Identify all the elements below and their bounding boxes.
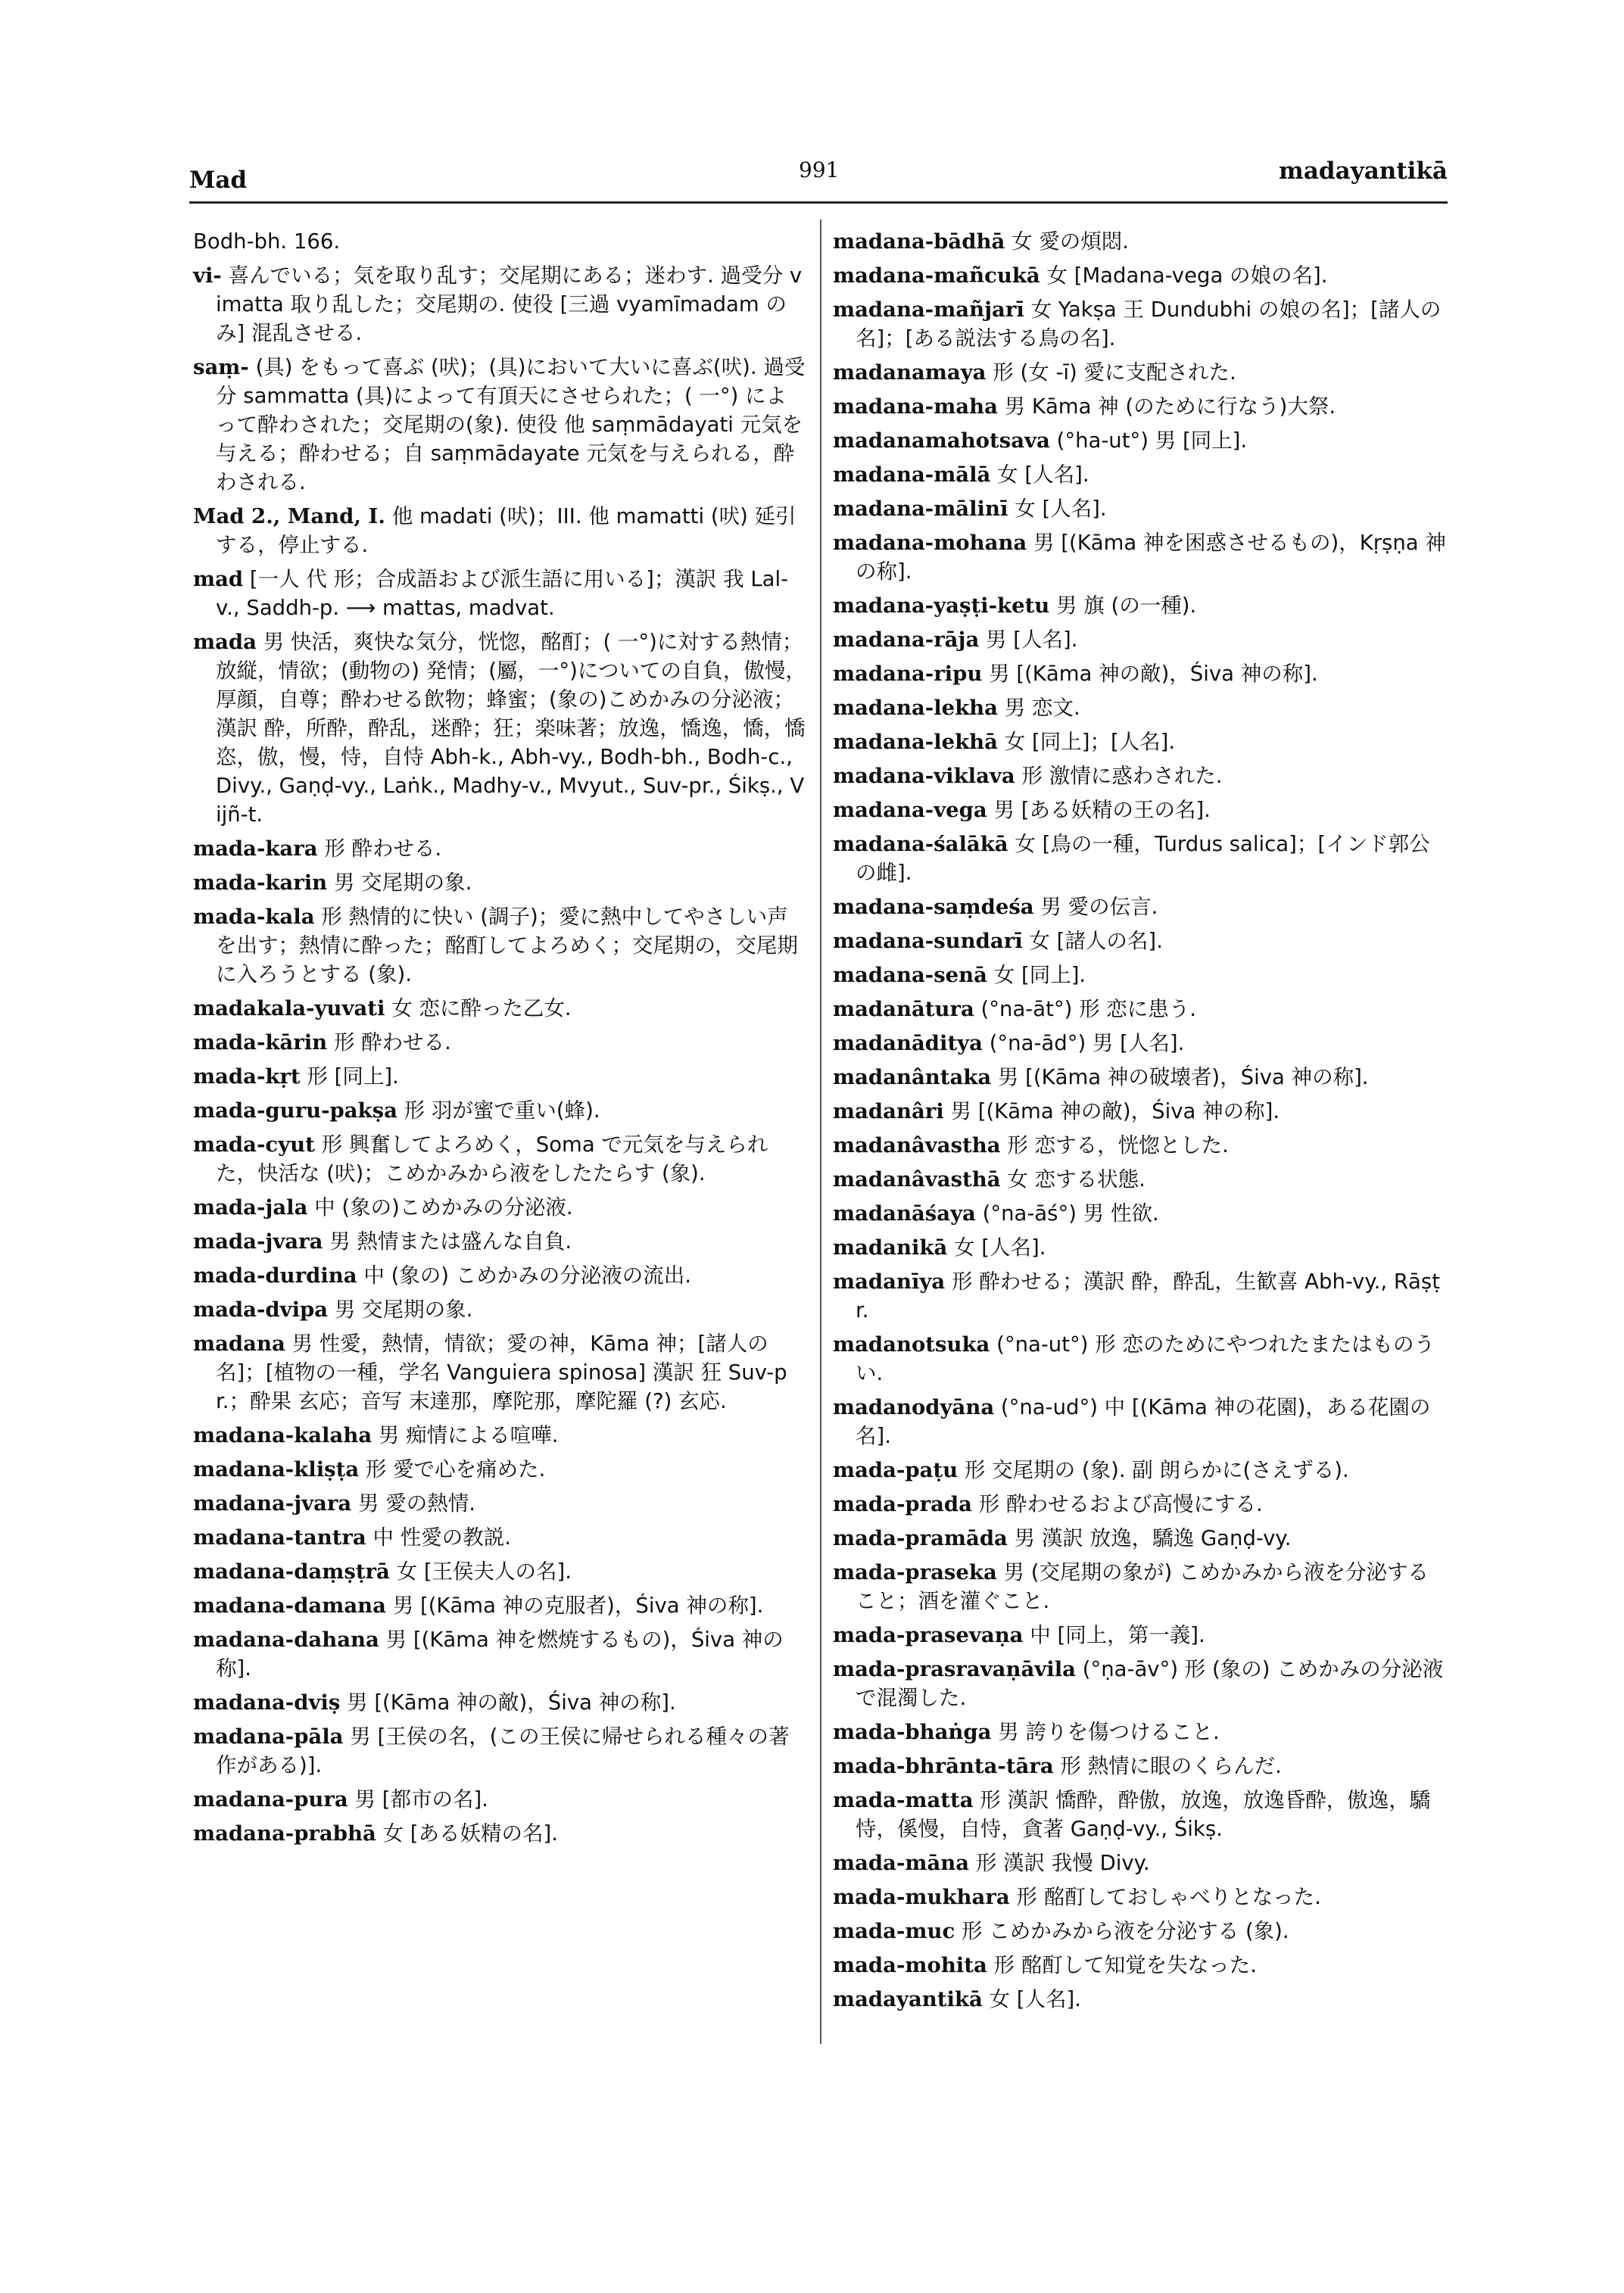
entry-definition: 女 [人名]. <box>954 1235 1046 1260</box>
dictionary-entry <box>833 1131 1446 1160</box>
dictionary-entry <box>833 961 1446 989</box>
dictionary-entry <box>833 426 1446 455</box>
entry-definition: 女 [同上]；[人名]. <box>1004 730 1176 754</box>
entry-definition: (°na-āt°) 形 恋に患う. <box>980 997 1197 1021</box>
entry-definition: 形 交尾期の (象). 副 朗らかに(さえずる). <box>964 1458 1349 1482</box>
entry-definition: (°na-ād°) 男 [人名]. <box>989 1031 1185 1055</box>
entry-definition: 女 Yakṣa 王 Dundubhi の娘の名]；[諸人の名]；[ある説法する鳥の名]. <box>856 298 1442 350</box>
dictionary-entry <box>833 1330 1446 1388</box>
entry-headword: madanodyāna <box>833 1395 995 1419</box>
entry-definition: 形 こめかみから液を分泌する (象). <box>961 1919 1289 1943</box>
dictionary-entry <box>833 528 1446 586</box>
entry-definition: 男 [(Kāma 神を困惑させるもの)，Kṛṣṇa 神の称]. <box>856 531 1446 584</box>
entry-headword: madana-dahana <box>193 1628 379 1652</box>
entry-headword: madana-maha <box>833 394 998 419</box>
entry-headword: madana-pura <box>193 1787 348 1812</box>
entry-definition: 形 (女 -ī) 愛に支配された. <box>993 360 1236 385</box>
entry-definition: 形 羽が蜜で重い(蜂). <box>404 1098 600 1123</box>
dictionary-entry <box>193 1329 806 1416</box>
dictionary-entry <box>193 1591 806 1620</box>
dictionary-entry <box>193 261 806 347</box>
entry-headword: madanikā <box>833 1235 948 1260</box>
dictionary-entry <box>193 834 806 863</box>
entry-definition: 男 [(Kāma 神を燃焼するもの)，Śiva 神の称]. <box>216 1628 784 1681</box>
entry-definition: (°na-ud°) 中 [(Kāma 神の花園)，ある花園の名]. <box>856 1395 1431 1448</box>
entry-headword: mada-pramāda <box>833 1526 1008 1550</box>
entry-definition: 形 漢訳 憍酔，酔傲，放逸，放逸昏酔，傲逸，驕恃，傒慢，自恃，貪著 Gaṇḍ-vy., Śikṣ. <box>856 1788 1431 1841</box>
entry-definition: 男 愛の熱情. <box>358 1491 475 1516</box>
dictionary-entry <box>833 995 1446 1023</box>
entry-headword: mada-bhaṅga <box>833 1720 992 1744</box>
entry-definition: 男 恋文. <box>1004 696 1080 720</box>
dictionary-entry <box>833 1199 1446 1228</box>
dictionary-entry <box>833 1849 1446 1877</box>
dictionary-entry <box>833 358 1446 387</box>
entry-headword: madana-dviṣ <box>193 1690 341 1715</box>
entry-headword: madana-rāja <box>833 628 980 652</box>
dictionary-entry <box>193 565 806 622</box>
page-header <box>189 157 1448 203</box>
dictionary-entry <box>833 1097 1446 1126</box>
dictionary-entry <box>833 830 1446 887</box>
entry-definition: 男 旗 (の一種). <box>1056 594 1197 618</box>
dictionary-entry <box>833 1786 1446 1843</box>
entry-definition: 女 恋に酔った乙女. <box>391 996 572 1020</box>
entry-definition: 他 madati (吠)；III. 他 mamatti (吠) 延引する，停止する. <box>216 504 796 557</box>
entry-headword: madana-lekhā <box>833 730 998 754</box>
entry-definition: 中 (象の) こめかみの分泌液の流出. <box>363 1263 692 1288</box>
entry-headword: madakala-yuvati <box>193 996 385 1020</box>
entry-definition: 形 激情に惑わされた. <box>1021 764 1223 788</box>
entry-definition: 男 熱情または盛んな自負. <box>329 1229 572 1254</box>
entry-headword: mada-prasevaṇa <box>833 1623 1024 1647</box>
entry-definition: 男 漢訳 放逸，驕逸 Gaṇḍ-vy. <box>1014 1526 1292 1550</box>
entry-definition: 形 酩酊しておしゃべりとなった. <box>1016 1885 1321 1909</box>
entry-headword: madana <box>193 1332 285 1356</box>
entry-definition: 男 Kāma 神 (のために行なう)大祭. <box>1004 394 1336 419</box>
entry-headword: madanâvasthā <box>833 1167 1001 1192</box>
dictionary-entry <box>833 659 1446 688</box>
dictionary-entry <box>833 261 1446 290</box>
entry-definition: 男 [(Kāma 神の敵)，Śiva 神の称]. <box>347 1690 676 1715</box>
entry-headword: madanâri <box>833 1099 944 1123</box>
dictionary-entry <box>833 796 1446 824</box>
dictionary-entry <box>193 1130 806 1188</box>
entry-headword: madana-viklava <box>833 764 1015 788</box>
entry-definition: 男 [王侯の名，(この王侯に帰せられる種々の著作がある)]. <box>216 1724 790 1777</box>
dictionary-entry <box>193 1557 806 1586</box>
entry-headword: madanâvastha <box>833 1133 1001 1157</box>
entry-headword: mada-jala <box>193 1195 308 1220</box>
dictionary-entry <box>193 1096 806 1125</box>
entry-headword: madanotsuka <box>833 1332 990 1357</box>
entry-definition: 男 快活，爽快な気分，恍惚，酩酊；( 一°)に対する熱情；放縦，情欲；(動物の) 発情；(屬，一°)についての自負，傲慢，厚顔，自尊；酔わせる飲物；蜂蜜；(象の)こめかみの分泌液；漢訳 酔，所酔，酔乱，迷酔；狂；楽味著；放逸，憍逸，憍，憍恣，傲，慢，恃，自恃 Abh-k., Abh-vy., Bodh-bh., Bodh-c., Divy., Gaṇḍ-vy., Laṅk., Madhy-v., Mvyut., Suv-pr., Śikṣ., Vijñ-t. <box>216 630 806 827</box>
header-left-guide-word: Mad <box>189 167 248 194</box>
dictionary-entry <box>833 1233 1446 1262</box>
entry-headword: madana-senā <box>833 963 987 987</box>
dictionary-entry <box>193 1421 806 1450</box>
entry-definition: 形 恋する，恍惚とした. <box>1007 1133 1229 1157</box>
dictionary-entry <box>833 227 1446 256</box>
entry-headword: mada-kara <box>193 837 318 861</box>
dictionary-entry <box>833 392 1446 421</box>
dictionary-entry <box>193 1193 806 1222</box>
entry-definition: 男 [(Kāma 神の敵)，Śiva 神の称]. <box>950 1099 1280 1123</box>
dictionary-entry <box>833 1883 1446 1911</box>
entry-headword: mada-muc <box>833 1919 955 1943</box>
entry-headword: mada-mukhara <box>833 1885 1010 1909</box>
entry-headword: mada-durdina <box>193 1263 357 1288</box>
entry-definition: 男 [(Kāma 神の克服者)，Śiva 神の称]. <box>392 1594 764 1618</box>
entry-headword: madana-mohana <box>833 531 1027 555</box>
dictionary-entry <box>833 1063 1446 1092</box>
dictionary-entry <box>193 1062 806 1091</box>
entry-definition: 男 交尾期の象. <box>334 1298 473 1322</box>
entry-definition: 形 漢訳 我慢 Divy. <box>975 1851 1150 1875</box>
entry-headword: madana-yaṣṭi-ketu <box>833 594 1050 618</box>
entry-definition: (°ha-ut°) 男 [同上]. <box>1056 428 1248 453</box>
entry-definition: 形 熱情に眼のくらんだ. <box>1060 1754 1282 1778</box>
entry-headword: madanātura <box>833 997 974 1021</box>
dictionary-entry <box>833 1490 1446 1519</box>
entry-definition: 男 [(Kāma 神の破壊者)，Śiva 神の称]. <box>997 1065 1369 1089</box>
entry-definition: 女 [人名]. <box>1015 497 1107 521</box>
entry-definition: 形 熱情的に快い (調子)；愛に熱中してやさしい声を出す；熱情に酔った；酩酊してよろめく；交尾期の，交尾期に入ろうとする (象). <box>216 905 798 986</box>
dictionary-entry <box>193 1625 806 1683</box>
entry-headword: mada-guru-pakṣa <box>193 1098 397 1123</box>
entry-headword: mada-kārin <box>193 1030 328 1055</box>
entry-headword: saṃ- <box>193 355 249 379</box>
entry-definition: 女 [鳥の一種，Turdus salica]；[インド郭公の雌]. <box>856 832 1430 885</box>
entry-definition: 男 [ある妖精の王の名]. <box>993 798 1211 822</box>
entry-definition: 中 [同上，第一義]. <box>1030 1623 1205 1647</box>
dictionary-entry <box>833 494 1446 523</box>
entry-definition: 形 酔わせるおよび高慢にする. <box>978 1492 1263 1516</box>
entry-definition: 男 痴情による喧嘩. <box>378 1423 559 1447</box>
entry-definition: 形 [同上]. <box>307 1064 399 1089</box>
entry-definition: 形 愛で心を痛めた. <box>365 1457 546 1481</box>
entry-definition: (°na-ut°) 形 恋のためにやつれたまたはものうい. <box>856 1332 1435 1385</box>
dictionary-entry <box>833 1267 1446 1325</box>
entry-headword: mad <box>193 567 244 591</box>
entry-definition: 形 酔わせる；漢訳 酔，酔乱，生歓喜 Abh-vy., Rāṣṭr. <box>856 1270 1440 1323</box>
entry-definition: 女 [諸人の名]. <box>1029 929 1163 953</box>
entry-headword: mada-cyut <box>193 1132 315 1157</box>
entry-headword: Mad 2., Mand, I. <box>193 504 385 528</box>
dictionary-entry <box>193 1819 806 1848</box>
dictionary-entry <box>833 762 1446 790</box>
entry-headword: madanāśaya <box>833 1201 976 1226</box>
dictionary-entry <box>193 1785 806 1814</box>
entry-headword: mada-kala <box>193 905 315 929</box>
entry-definition: 女 愛の煩悶. <box>1011 229 1130 254</box>
dictionary-entry <box>193 1455 806 1484</box>
dictionary-entry <box>833 1917 1446 1946</box>
entry-definition: 女 [ある妖精の名]. <box>382 1821 558 1846</box>
entry-headword: madana-vega <box>833 798 987 822</box>
dictionary-entry <box>193 868 806 897</box>
entry-headword: madanamaya <box>833 360 987 385</box>
entry-definition: 喜んでいる；気を取り乱す；交尾期にある；迷わす. 過受分 vimatta 取り乱した；交尾期の. 使役 [三過 vyamīmadam のみ] 混乱させる. <box>216 263 803 345</box>
entry-headword: madana-kliṣṭa <box>193 1457 360 1481</box>
entry-headword: madana-ripu <box>833 662 983 686</box>
entry-headword: mada-matta <box>833 1788 974 1812</box>
entry-definition: Bodh-bh. 166. <box>193 229 341 254</box>
entry-headword: vi- <box>193 263 222 288</box>
dictionary-entry <box>193 902 806 989</box>
entry-definition: [一人 代 形；合成語および派生語に用いる]；漢訳 我 Lal-v., Saddh-p. ⟶ mattas, madvat. <box>216 567 789 620</box>
dictionary-entry <box>833 1029 1446 1058</box>
left-column <box>193 227 806 1853</box>
entry-definition: 男 [都市の名]. <box>354 1787 488 1812</box>
entry-headword: mada-bhrānta-tāra <box>833 1754 1054 1778</box>
dictionary-entry <box>833 727 1446 756</box>
dictionary-entry <box>833 1985 1446 2014</box>
entry-headword: madana-kalaha <box>193 1423 372 1447</box>
entry-headword: mada-jvara <box>193 1229 323 1254</box>
entry-definition: 女 恋する状態. <box>1007 1167 1146 1192</box>
entry-definition: 中 性愛の教説. <box>372 1525 511 1550</box>
entry-definition: 形 興奮してよろめく，Soma で元気を与えられた，快活な (吠)；こめかみから液をしたたらす (象). <box>216 1132 768 1185</box>
dictionary-entry <box>833 1456 1446 1485</box>
entry-headword: madana-sundarī <box>833 929 1023 953</box>
dictionary-entry <box>833 295 1446 353</box>
entry-headword: madana-śalākā <box>833 832 1008 856</box>
dictionary-entry <box>193 353 806 497</box>
entry-headword: madana-mālā <box>833 463 991 487</box>
dictionary-entry <box>833 1165 1446 1194</box>
dictionary-entry <box>833 1655 1446 1712</box>
entry-headword: mada-māna <box>833 1851 970 1875</box>
dictionary-entry <box>833 1393 1446 1450</box>
entry-headword: mada-dvipa <box>193 1298 329 1322</box>
dictionary-entry <box>193 994 806 1023</box>
dictionary-entry <box>193 628 806 829</box>
entry-definition: 男 交尾期の象. <box>333 871 472 895</box>
entry-headword: mada <box>193 630 257 654</box>
dictionary-entry <box>193 1489 806 1518</box>
dictionary-entry <box>833 893 1446 921</box>
dictionary-entry <box>833 1558 1446 1615</box>
entry-definition: 形 酔わせる. <box>333 1030 451 1055</box>
entry-definition: (具) をもって喜ぶ (吠)；(具)において大いに喜ぶ(吠). 過受分 sammatta (具)によって有頂天にさせられた；( 一°) によって酔わされた；交尾期の(象). 使役 他 saṃmādayati 元気を与える；酔わせる；自 saṃmādayate 元気を与えられる，酔わされる. <box>216 355 806 494</box>
dictionary-entry <box>193 227 806 256</box>
entry-headword: mada-praseka <box>833 1560 997 1584</box>
entry-definition: 女 [人名]. <box>997 463 1089 487</box>
entry-definition: 中 (象の)こめかみの分泌液. <box>314 1195 573 1220</box>
entry-definition: 形 酩酊して知覚を失なった. <box>993 1953 1258 1977</box>
entry-headword: madana-prabhā <box>193 1821 376 1846</box>
entry-definition: 女 [同上]. <box>993 963 1086 987</box>
dictionary-entry <box>193 502 806 559</box>
entry-definition: 男 誇りを傷つけること. <box>998 1720 1220 1744</box>
entry-definition: 女 [王侯夫人の名]. <box>396 1559 572 1584</box>
dictionary-entry <box>193 1688 806 1717</box>
entry-definition: (°na-āś°) 男 性欲. <box>982 1201 1159 1226</box>
entry-headword: madana-saṃdeśa <box>833 895 1034 919</box>
entry-definition: 女 [人名]. <box>989 1987 1081 2011</box>
entry-headword: madayantikā <box>833 1987 983 2011</box>
entry-headword: mada-prada <box>833 1492 972 1516</box>
dictionary-entry <box>833 1524 1446 1553</box>
header-rule <box>189 201 1448 204</box>
entry-headword: madanântaka <box>833 1065 992 1089</box>
dictionary-entry <box>833 591 1446 620</box>
dictionary-entry <box>833 693 1446 722</box>
entry-headword: madana-mañjarī <box>833 298 1024 322</box>
entry-definition: 男 愛の伝言. <box>1040 895 1158 919</box>
entry-headword: madana-mālinī <box>833 497 1008 521</box>
entry-definition: (°ṇa-āv°) 形 (象の) こめかみの分泌液で混濁した. <box>856 1657 1444 1710</box>
entry-headword: madana-bādhā <box>833 229 1005 254</box>
entry-definition: 男 (交尾期の象が) こめかみから液を分泌すること；酒を灌ぐこと. <box>856 1560 1429 1613</box>
entry-headword: madana-tantra <box>193 1525 366 1550</box>
entry-headword: mada-prasravaṇāvila <box>833 1657 1077 1681</box>
entry-headword: madana-daṃṣṭrā <box>193 1559 390 1584</box>
entry-headword: mada-mohita <box>833 1953 987 1977</box>
dictionary-entry <box>193 1722 806 1780</box>
page-number: 991 <box>799 157 840 182</box>
entry-definition: 男 [人名]. <box>986 628 1078 652</box>
entry-headword: mada-paṭu <box>833 1458 959 1482</box>
right-column <box>833 227 1446 2019</box>
entry-definition: 男 性愛，熱情，情欲；愛の神，Kāma 神；[諸人の名]；[植物の一種，学名 Vanguiera spinosa] 漢訳 狂 Suv-pr.；酔果 玄応；音写 末達那，摩陀那，摩陀羅 (?) 玄応. <box>216 1332 787 1413</box>
dictionary-entry <box>833 1951 1446 1980</box>
dictionary-entry <box>193 1295 806 1324</box>
entry-headword: madanīya <box>833 1270 946 1294</box>
entry-headword: madana-damana <box>193 1594 386 1618</box>
header-right-guide-word: madayantikā <box>1279 157 1448 185</box>
entry-definition: 男 [(Kāma 神の敵)，Śiva 神の称]. <box>989 662 1318 686</box>
entry-headword: madana-lekha <box>833 696 998 720</box>
entry-headword: madana-pāla <box>193 1724 344 1749</box>
dictionary-entry <box>193 1261 806 1290</box>
entry-definition: 形 酔わせる. <box>324 837 442 861</box>
entry-headword: madana-mañcukā <box>833 263 1040 288</box>
dictionary-entry <box>833 460 1446 489</box>
entry-headword: mada-kṛt <box>193 1064 301 1089</box>
column-divider <box>820 220 821 2044</box>
entry-headword: madanāditya <box>833 1031 983 1055</box>
dictionary-entry <box>833 927 1446 955</box>
entry-definition: 女 [Madana-vega の娘の名]. <box>1046 263 1328 288</box>
dictionary-entry <box>193 1523 806 1552</box>
dictionary-entry <box>833 1621 1446 1650</box>
entry-headword: madanamahotsava <box>833 428 1050 453</box>
dictionary-entry <box>193 1028 806 1057</box>
entry-headword: madana-jvara <box>193 1491 352 1516</box>
entry-headword: mada-karin <box>193 871 328 895</box>
dictionary-entry <box>833 625 1446 654</box>
dictionary-entry <box>833 1718 1446 1746</box>
dictionary-entry <box>193 1227 806 1256</box>
dictionary-entry <box>833 1752 1446 1781</box>
